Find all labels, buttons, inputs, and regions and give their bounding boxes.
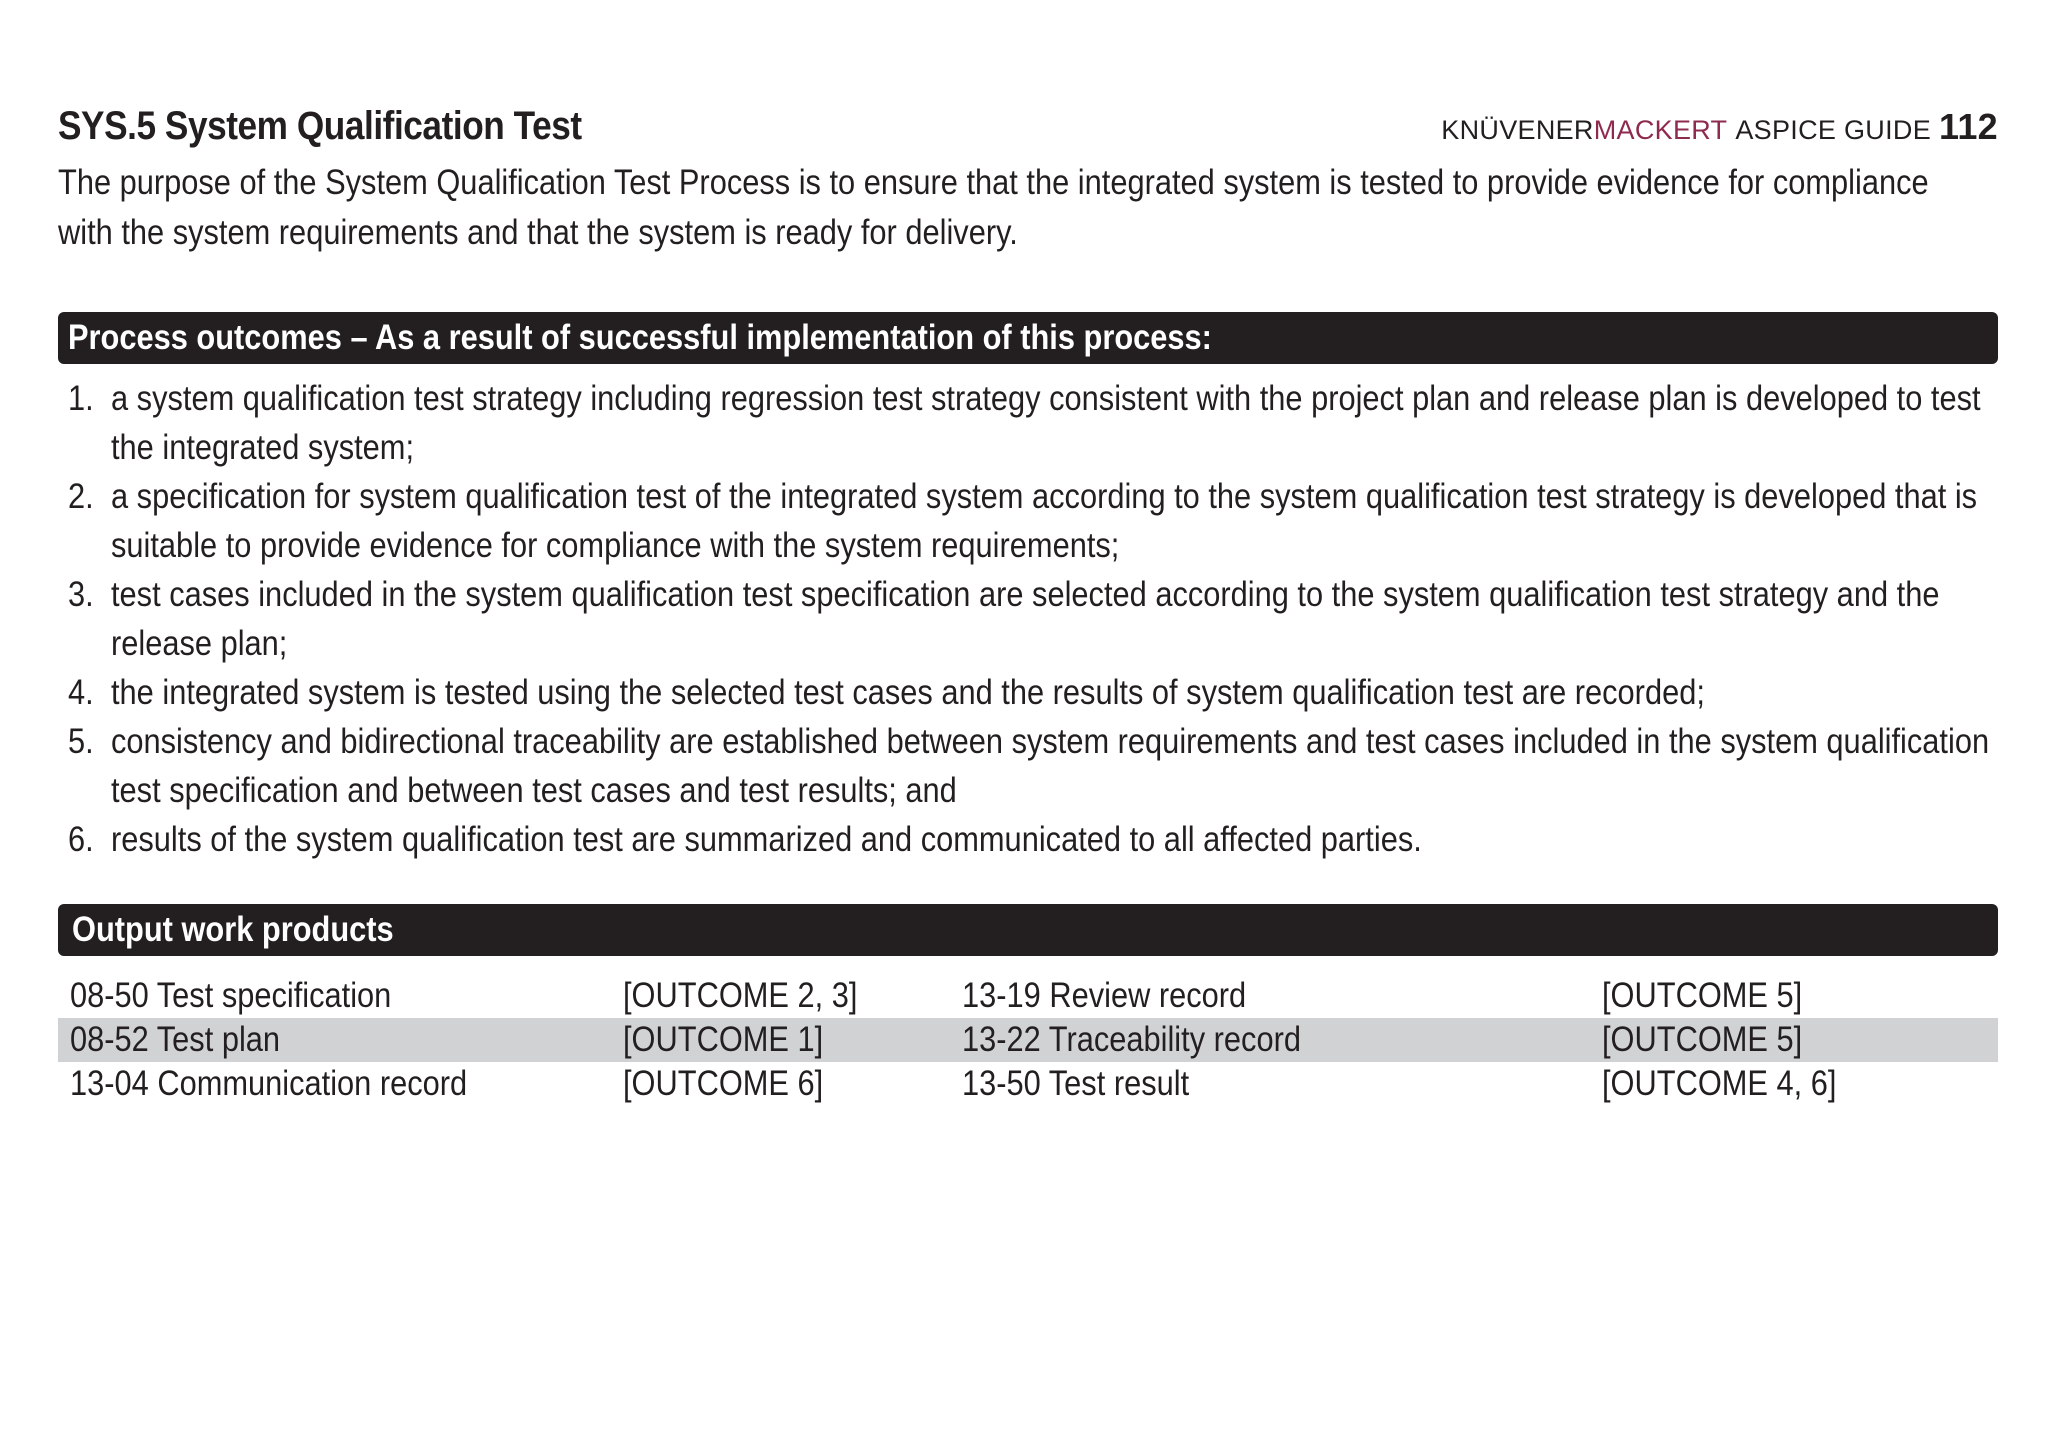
outcome-number: 1. [68,379,94,418]
outcome-text: a specification for system qualification test of the integrated system according to the system qualification test strategy is developed that is suitable to provide evidence for compliance with the system requirements; [111,477,1978,565]
work-product-cell: 08-52 Test plan [58,1018,623,1062]
outcome-number: 4. [68,673,94,712]
outcome-ref-cell: [OUTCOME 2, 3] [623,976,858,1015]
work-products-table [58,974,1998,1106]
process-outcomes-heading [58,312,1998,364]
outcome-ref-cell: [OUTCOME 6] [623,1064,824,1103]
page-header [58,100,1998,158]
brand-name-knuevener: KNÜVENER [1441,115,1594,145]
outcome-number: 5. [68,722,94,761]
table-row [58,1062,1998,1106]
outcome-text: results of the system qualification test are summarized and communicated to all affected parties. [111,820,1422,859]
outcome-item [58,717,1998,815]
outcome-text: the integrated system is tested using the selected test cases and the results of system qualification test are recorded; [111,673,1705,712]
page-title: SYS.5 System Qualification Test [58,104,582,148]
work-product-cell: 13-50 Test result [962,1064,1190,1103]
outcome-number: 6. [68,820,94,859]
outcome-number: 2. [68,477,94,516]
work-product-cell: 08-50 Test specification [70,976,392,1015]
outcome-ref-cell: [OUTCOME 4, 6] [1602,1064,1837,1103]
work-product-cell: 13-19 Review record [962,976,1247,1015]
purpose-statement: The purpose of the System Qualification Test Process is to ensure that the integrated system is tested to provide evidence for compliance with the system requirements and that the system is ready for delivery. [58,163,1929,252]
brand-guide-label: ASPICE GUIDE [1735,115,1932,145]
document-page [58,100,1998,1106]
brand-name-mackert: MACKERT [1593,115,1728,145]
outcome-ref-cell: [OUTCOME 1] [623,1018,962,1062]
table-row [58,974,1998,1018]
outcome-list [58,374,1998,864]
outcome-item [58,570,1998,668]
outcome-ref-cell: [OUTCOME 5] [1602,1018,1998,1062]
outcome-ref-cell: [OUTCOME 5] [1602,976,1803,1015]
work-product-cell: 13-04 Communication record [70,1064,468,1103]
process-outcomes-heading-text: Process outcomes – As a result of successful implementation of this process: [68,318,1212,357]
outcome-text: consistency and bidirectional traceability are established between system requirements and test cases included in the system qualification test specification and between test cases and test results; and [111,722,1990,810]
output-work-products-heading-text: Output work products [72,910,394,949]
outcome-item [58,668,1998,717]
outcome-number: 3. [68,575,94,614]
outcome-item [58,374,1998,472]
output-work-products-heading [58,904,1998,956]
page-number: 112 [1939,106,1998,147]
outcome-text: test cases included in the system qualification test specification are selected according to the system qualification test strategy and the release plan; [111,575,1940,663]
outcome-item [58,815,1998,864]
outcome-text: a system qualification test strategy including regression test strategy consistent with the project plan and release plan is developed to test the integrated system; [111,379,1981,467]
outcome-item [58,472,1998,570]
table-row [58,1018,1998,1062]
guide-brand [1441,106,1998,148]
work-product-cell: 13-22 Traceability record [962,1018,1602,1062]
